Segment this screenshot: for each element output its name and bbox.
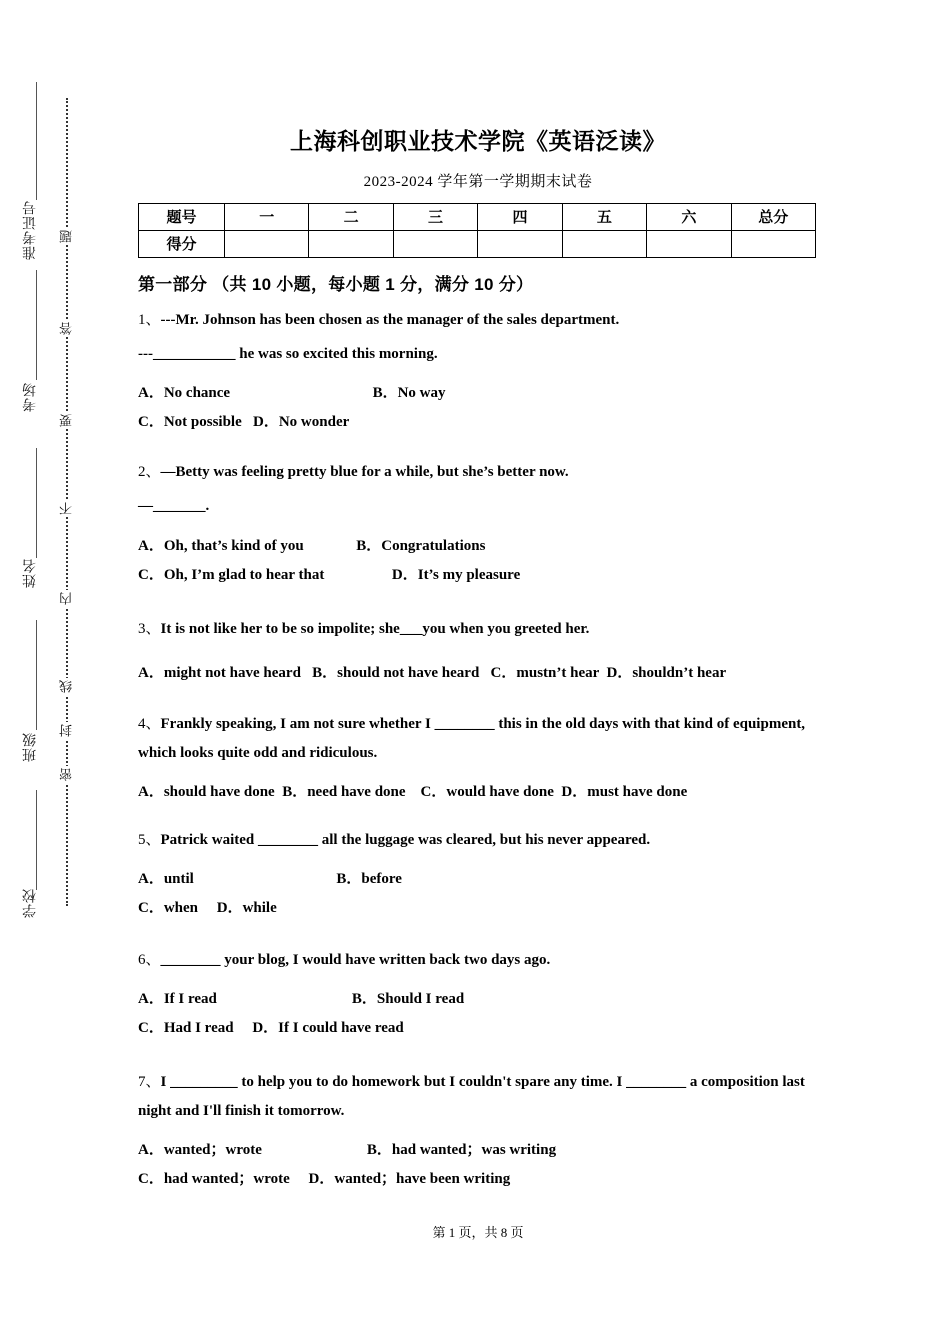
question-3-text-1: It is not like her to be so impolite; she___you when you greeted her.: [160, 620, 590, 637]
question-3-stem-line-1: [138, 617, 818, 641]
margin-label-school: 学校: [23, 888, 38, 918]
seal-margin-strip: [0, 0, 120, 1344]
question-4-number: 4、: [138, 716, 161, 733]
seal-char-1: 答: [57, 320, 77, 337]
question-6-stem-line-1: [138, 948, 818, 972]
exam-content-column: [138, 0, 818, 1191]
margin-rule-3: [36, 448, 37, 558]
question-4-options-row-1[interactable]: A．should have done B．need have done C．would have done D．must have done: [138, 783, 688, 800]
question-6-text-1: ________ your blog, I would have written back two days ago.: [160, 951, 551, 968]
question-1-options-row-1[interactable]: A．No chance B．No way: [138, 385, 446, 402]
question-7-options-row-2[interactable]: C．had wanted；wrote D．wanted；have been writing: [138, 1170, 511, 1187]
score-table-row-label-0: 题号: [139, 203, 225, 230]
score-table-col-1: 二: [309, 203, 393, 230]
question-3: [138, 617, 818, 685]
question-2-number: 2、: [138, 464, 161, 481]
score-table-row-label-1: 得分: [139, 230, 225, 257]
seal-char-0: 题: [57, 228, 77, 245]
seal-char-5: 线: [57, 678, 77, 695]
score-cell-1[interactable]: [309, 230, 393, 257]
score-cell-3[interactable]: [478, 230, 562, 257]
question-5-number: 5、: [138, 831, 161, 848]
score-cell-5[interactable]: [647, 230, 731, 257]
seal-char-6: 封: [57, 722, 77, 739]
margin-label-exam-room: 考场: [23, 382, 38, 412]
question-1: [138, 308, 818, 435]
question-1-number: 1、: [138, 311, 161, 328]
question-7-number: 7、: [138, 1074, 161, 1091]
question-6-number: 6、: [138, 951, 161, 968]
margin-rule-4: [36, 620, 37, 730]
margin-rule-5: [36, 790, 37, 890]
section-heading-part-one: 第一部分 （共 10 小题，每小题 1 分，满分 10 分）: [138, 274, 534, 294]
score-cell-6[interactable]: [731, 230, 815, 257]
seal-char-7: 密: [57, 766, 77, 783]
seal-char-2: 要: [57, 412, 77, 429]
score-table-col-5: 六: [647, 203, 731, 230]
question-7: [138, 1068, 818, 1191]
question-6-options-row-1[interactable]: A．If I read B．Should I read: [138, 991, 465, 1008]
question-1-options-row-2[interactable]: C．Not possible D．No wonder: [138, 414, 350, 431]
question-1-stem-line-1: [138, 308, 818, 332]
question-4-text-1: Frankly speaking, I am not sure whether I ________ this in the old days with that kind of equipment, which looks quite odd and ridiculous.: [138, 716, 806, 762]
question-2-options-row-2[interactable]: C．Oh, I’m glad to hear that D．It’s my pleasure: [138, 566, 521, 583]
margin-label-class: 班级: [23, 732, 38, 762]
question-2-stem-line-2: —_______.: [138, 498, 210, 515]
score-table-col-4: 五: [562, 203, 646, 230]
question-5-text-1: Patrick waited ________ all the luggage was cleared, but his never appeared.: [160, 831, 651, 848]
question-4-stem-line-1: [138, 710, 818, 769]
question-7-stem-line-1: [138, 1068, 818, 1127]
table-row: [139, 230, 816, 257]
question-2: [138, 460, 818, 587]
score-table-col-3: 四: [478, 203, 562, 230]
score-table: [138, 203, 816, 258]
margin-rule-1: [36, 82, 37, 200]
score-table-col-2: 三: [393, 203, 477, 230]
page-title: 上海科创职业技术学院《英语泛读》: [290, 128, 666, 154]
score-cell-4[interactable]: [562, 230, 646, 257]
seal-char-3: 不: [57, 500, 77, 517]
seal-char-4: 内: [57, 590, 77, 607]
question-2-stem-line-1: [138, 460, 818, 484]
score-table-col-0: 一: [225, 203, 309, 230]
table-row: [139, 203, 816, 230]
score-table-col-6: 总分: [731, 203, 815, 230]
question-1-text-1: ---Mr. Johnson has been chosen as the manager of the sales department.: [160, 311, 620, 328]
margin-rule-2: [36, 270, 37, 380]
question-5-stem-line-1: [138, 828, 818, 852]
question-5-options-row-1[interactable]: A．until B．before: [138, 870, 402, 887]
page-footer: 第 1 页，共 8 页: [432, 1225, 524, 1240]
question-2-options-row-1[interactable]: A．Oh, that’s kind of you B．Congratulations: [138, 537, 486, 554]
margin-label-admission-number: 准考证号: [23, 200, 38, 260]
question-7-options-row-1[interactable]: A．wanted；wrote B．had wanted；was writing: [138, 1141, 557, 1158]
question-6: [138, 948, 818, 1040]
question-2-text-1: —Betty was feeling pretty blue for a while, but she’s better now.: [160, 464, 569, 481]
score-cell-2[interactable]: [393, 230, 477, 257]
question-5: [138, 828, 818, 920]
question-6-options-row-2[interactable]: C．Had I read D．If I could have read: [138, 1020, 404, 1037]
score-cell-0[interactable]: [225, 230, 309, 257]
question-7-text-1: I _________ to help you to do homework but I couldn't spare any time. I ________ a composition last night and I'll finish it tomorrow.: [138, 1074, 805, 1120]
margin-label-name: 姓名: [23, 558, 38, 588]
page-subtitle: 2023-2024 学年第一学期期末试卷: [363, 173, 593, 190]
question-5-options-row-2[interactable]: C．when D．while: [138, 899, 277, 916]
question-1-stem-line-2: ---___________ he was so excited this morning.: [138, 345, 438, 362]
question-3-number: 3、: [138, 620, 161, 637]
question-4: [138, 710, 818, 804]
question-3-options-row-1[interactable]: A．might not have heard B．should not have heard C．mustn’t hear D．shouldn’t hear: [138, 665, 727, 682]
